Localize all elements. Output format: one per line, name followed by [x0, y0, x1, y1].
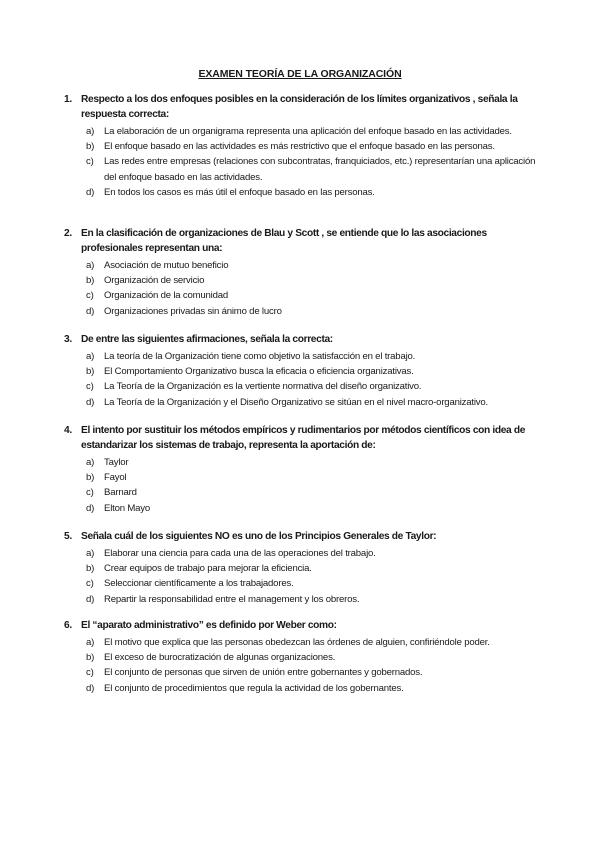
option-text: El Comportamiento Organizativo busca la eficacia o eficiencia organizativas. [104, 366, 414, 378]
option-b [64, 470, 544, 485]
option-text: Las redes entre empresas (relaciones con subcontratas, franquiciados, etc.) representarían una aplicación del enfoque basado en las actividades. [104, 156, 536, 183]
option-letter: c) [86, 381, 94, 393]
option-a [64, 349, 544, 364]
option-c [64, 154, 544, 184]
option-text: Organización de servicio [104, 275, 205, 287]
option-letter: c) [86, 290, 94, 302]
option-a [64, 455, 544, 470]
question-heading [64, 92, 544, 122]
option-d [64, 185, 544, 200]
question-number: 3. [64, 334, 72, 345]
option-text: Asociación de mutuo beneficio [104, 260, 229, 271]
question-heading [64, 332, 544, 347]
option-c [64, 379, 544, 394]
question-number: 4. [64, 425, 72, 436]
option-text: El conjunto de personas que sirven de unión entre gobernantes y gobernados. [104, 667, 423, 679]
option-a [64, 258, 544, 273]
question-text: El “aparato administrativo” es definido por Weber como: [81, 620, 337, 631]
option-letter: b) [86, 652, 95, 664]
option-a [64, 124, 544, 139]
option-text: La Teoría de la Organización y el Diseño Organizativo se sitúan en el nivel macro-organizativo. [104, 396, 488, 408]
option-b [64, 650, 544, 665]
option-text: La Teoría de la Organización es la vertiente normativa del diseño organizativo. [104, 381, 422, 393]
option-text: Taylor [104, 457, 129, 468]
option-text: El enfoque basado en las actividades es más restrictivo que el enfoque basado en las personas. [104, 141, 495, 153]
option-letter: a) [86, 351, 95, 362]
option-letter: a) [86, 126, 95, 137]
option-d [64, 501, 544, 516]
option-b [64, 273, 544, 288]
option-letter: c) [86, 667, 94, 679]
option-c [64, 288, 544, 303]
option-text: En todos los casos es más útil el enfoque basado en las personas. [104, 186, 375, 198]
option-letter: c) [86, 487, 94, 499]
option-letter: a) [86, 457, 95, 468]
question-heading [64, 423, 544, 453]
option-letter: d) [86, 682, 95, 694]
question-text: Señala cuál de los siguientes NO es uno de los Principios Generales de Taylor: [81, 531, 437, 542]
answer-options [64, 635, 544, 696]
question-6 [64, 618, 544, 696]
option-text: Repartir la responsabilidad entre el management y los obreros. [104, 593, 360, 605]
option-letter: d) [86, 593, 95, 605]
answer-options [64, 349, 544, 410]
question-text: Respecto a los dos enfoques posibles en la consideración de los límites organizativos , señala la respuesta correcta: [81, 94, 518, 120]
option-text: Seleccionar científicamente a los trabajadores. [104, 578, 294, 590]
option-c [64, 665, 544, 680]
question-4 [64, 423, 544, 516]
option-b [64, 364, 544, 379]
option-letter: c) [86, 578, 94, 590]
option-text: El exceso de burocratización de algunas organizaciones. [104, 652, 336, 664]
option-text: La teoría de la Organización tiene como objetivo la satisfacción en el trabajo. [104, 351, 416, 362]
question-heading [64, 529, 544, 544]
option-c [64, 485, 544, 500]
option-letter: b) [86, 563, 95, 575]
question-text: El intento por sustituir los métodos empíricos y rudimentarios por métodos científicos con idea de estandarizar los sistemas de trabajo, representa la aportación de: [81, 425, 526, 451]
option-letter: b) [86, 141, 95, 153]
answer-options [64, 258, 544, 319]
option-letter: b) [86, 366, 95, 378]
question-text: En la clasificación de organizaciones de Blau y Scott , se entiende que lo las asociaciones profesionales representan una: [81, 228, 487, 254]
question-5 [64, 529, 544, 607]
option-text: La elaboración de un organigrama representa una aplicación del enfoque basado en las actividades. [104, 126, 512, 137]
question-heading [64, 226, 544, 256]
option-letter: a) [86, 548, 95, 559]
option-d [64, 395, 544, 410]
question-1 [64, 92, 544, 200]
question-number: 1. [64, 94, 72, 105]
question-heading [64, 618, 544, 633]
question-3 [64, 332, 544, 410]
question-number: 6. [64, 620, 72, 631]
option-letter: d) [86, 305, 95, 317]
option-letter: d) [86, 396, 95, 408]
option-d [64, 592, 544, 607]
option-text: Barnard [104, 487, 137, 499]
question-number: 5. [64, 531, 72, 542]
option-text: Elton Mayo [104, 502, 150, 514]
option-text: El conjunto de procedimientos que regula la actividad de los gobernantes. [104, 682, 404, 694]
option-d [64, 304, 544, 319]
option-d [64, 681, 544, 696]
option-letter: b) [86, 275, 95, 287]
option-letter: b) [86, 472, 95, 484]
option-b [64, 139, 544, 154]
question-number: 2. [64, 228, 72, 239]
question-2 [64, 226, 544, 319]
option-text: Organización de la comunidad [104, 290, 228, 302]
option-a [64, 546, 544, 561]
option-letter: a) [86, 637, 95, 648]
option-text: Elaborar una ciencia para cada una de las operaciones del trabajo. [104, 548, 376, 559]
option-letter: d) [86, 186, 95, 198]
option-text: El motivo que explica que las personas obedezcan las órdenes de alguien, confiriéndole poder. [104, 637, 490, 648]
option-text: Fayol [104, 472, 127, 484]
answer-options [64, 124, 544, 200]
answer-options [64, 455, 544, 516]
option-b [64, 561, 544, 576]
option-c [64, 576, 544, 591]
option-letter: c) [86, 156, 94, 168]
option-letter: a) [86, 260, 95, 271]
option-text: Organizaciones privadas sin ánimo de lucro [104, 305, 282, 317]
option-a [64, 635, 544, 650]
question-text: De entre las siguientes afirmaciones, señala la correcta: [81, 334, 333, 345]
exam-title: EXAMEN TEORÍA DE LA ORGANIZACIÓN [198, 68, 402, 80]
option-text: Crear equipos de trabajo para mejorar la eficiencia. [104, 563, 312, 575]
option-letter: d) [86, 502, 95, 514]
answer-options [64, 546, 544, 607]
